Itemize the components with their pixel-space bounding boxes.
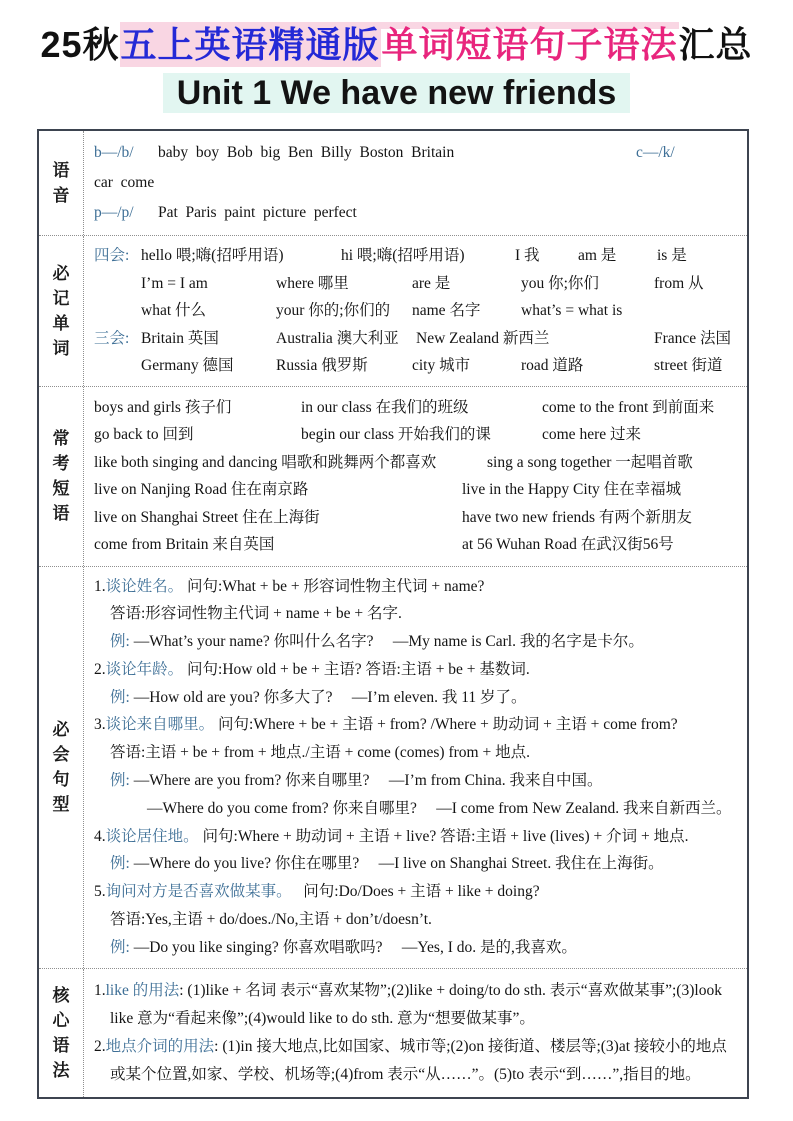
row-label-patterns bbox=[39, 567, 84, 968]
text-segment: 例: bbox=[110, 688, 130, 706]
row-label-grammar bbox=[39, 969, 84, 1097]
text-segment: 谈论来自哪里。 bbox=[105, 716, 215, 734]
row-content-phonetics bbox=[84, 131, 747, 235]
content-line bbox=[94, 934, 739, 962]
content-line bbox=[94, 449, 739, 477]
text-segment: 询问对方是否喜欢做某事。 bbox=[105, 883, 284, 901]
table-row-words bbox=[39, 236, 747, 387]
label-char: 常 bbox=[52, 429, 70, 448]
text-segment: 4. bbox=[94, 827, 106, 845]
content-line bbox=[94, 573, 739, 601]
title-part-suffix: 汇总 bbox=[678, 24, 753, 65]
label-char: 短 bbox=[52, 479, 70, 498]
text-segment: street 街道 bbox=[654, 357, 723, 374]
text-segment: sing a song together 一起唱首歌 bbox=[487, 453, 693, 471]
table-row-phonetics bbox=[39, 131, 747, 236]
table-row-patterns bbox=[39, 567, 747, 969]
text-segment: 2. bbox=[94, 1037, 106, 1055]
content-line bbox=[94, 977, 739, 1033]
label-char: 语 bbox=[52, 1035, 70, 1055]
text-segment: c—/k/ bbox=[636, 144, 675, 161]
text-segment: am 是 bbox=[578, 247, 617, 264]
text-segment: like both singing and dancing 唱歌和跳舞两个都喜欢 bbox=[94, 453, 437, 471]
text-segment: begin our class 开始我们的课 bbox=[301, 426, 491, 443]
content-line bbox=[94, 242, 739, 270]
label-char: 语 bbox=[52, 161, 70, 180]
text-segment: come to the front 到前面来 bbox=[542, 398, 715, 416]
content-line bbox=[94, 352, 739, 380]
text-segment: Pat Paris paint picture perfect bbox=[158, 204, 357, 221]
text-segment: b—/b/ bbox=[94, 144, 134, 161]
text-segment: New Zealand 新西兰 bbox=[416, 329, 550, 347]
text-segment: name 名字 bbox=[412, 302, 481, 319]
text-segment: like 的用法 bbox=[105, 981, 180, 999]
text-segment: is 是 bbox=[657, 247, 687, 264]
text-segment: road 道路 bbox=[521, 357, 584, 374]
text-segment: at 56 Wuhan Road 在武汉街56号 bbox=[462, 536, 674, 553]
row-label-phonetics bbox=[39, 131, 84, 235]
row-label-words bbox=[39, 236, 84, 386]
text-segment: boys and girls 孩子们 bbox=[94, 398, 232, 416]
content-line bbox=[94, 504, 739, 532]
text-segment: live in the Happy City 住在幸福城 bbox=[462, 481, 682, 498]
text-segment: hi 喂;嗨(招呼用语) bbox=[341, 247, 465, 264]
label-char: 必 bbox=[52, 720, 70, 740]
text-segment: I 我 bbox=[515, 247, 540, 264]
content-line bbox=[94, 767, 739, 795]
label-char: 记 bbox=[52, 288, 70, 308]
text-segment: 例: bbox=[110, 633, 130, 651]
row-content-phrases bbox=[84, 387, 747, 566]
text-segment: have two new friends 有两个新朋友 bbox=[462, 508, 692, 526]
text-segment: —Where are you from? 你来自哪里? —I’m from China. 我来自中国。 bbox=[129, 772, 603, 790]
text-segment: 例: bbox=[110, 772, 130, 790]
label-char: 词 bbox=[52, 338, 70, 358]
text-segment: 地点介词的用法 bbox=[105, 1037, 215, 1055]
text-segment: 5. bbox=[94, 883, 106, 901]
text-segment: 问句:Where + be + 主语 + from? /Where + 助动词 + 主语 + come from? bbox=[214, 716, 678, 734]
content-line bbox=[94, 198, 739, 228]
text-segment: 答语:Yes,主语 + do/does./No,主语 + don’t/doesn’t. bbox=[110, 911, 432, 929]
text-segment: Britain 英国 bbox=[141, 329, 219, 347]
row-label-phrases bbox=[39, 387, 84, 566]
text-segment: : (1)in 接大地点,比如国家、城市等;(2)on 接街道、楼层等;(3)at 接较小的地点或某个位置,如家、学校、机场等;(4)from 表示“从……”。(5)to 表示“到……”,指目的地。 bbox=[110, 1037, 727, 1083]
study-table bbox=[37, 129, 749, 1099]
text-segment: p—/p/ bbox=[94, 204, 134, 221]
text-segment: 问句:Where + 助动词 + 主语 + live? 答语:主语 + live (lives) + 介词 + 地点. bbox=[198, 827, 689, 845]
content-line bbox=[94, 421, 739, 449]
row-content-grammar bbox=[84, 969, 747, 1097]
text-segment: 1. bbox=[94, 981, 106, 999]
text-segment: 2. bbox=[94, 660, 106, 678]
text-segment: car come bbox=[94, 174, 155, 191]
content-line bbox=[94, 628, 739, 656]
text-segment: : (1)like + 名词 表示“喜欢某物”;(2)like + doing/to do sth. 表示“喜欢做某事”;(3)look like 意为“看起来像”;(4)would like to do sth. 意为“想要做某事”。 bbox=[110, 981, 726, 1027]
content-line bbox=[94, 1033, 739, 1089]
label-char: 型 bbox=[52, 795, 70, 815]
content-line bbox=[94, 297, 739, 325]
text-segment: live on Nanjing Road 住在南京路 bbox=[94, 481, 309, 498]
content-line bbox=[94, 684, 739, 712]
label-char: 法 bbox=[52, 1060, 70, 1080]
text-segment: what 什么 bbox=[141, 302, 207, 319]
text-segment: 3. bbox=[94, 716, 106, 734]
title-part-prefix: 25秋 bbox=[40, 24, 120, 65]
text-segment: —Do you like singing? 你喜欢唱歌吗? —Yes, I do. 是的,我喜欢。 bbox=[129, 938, 577, 956]
text-segment: go back to 回到 bbox=[94, 426, 194, 443]
content-line bbox=[94, 531, 739, 559]
text-segment: I’m = I am bbox=[141, 274, 208, 292]
content-line bbox=[94, 739, 739, 767]
text-segment: 三会: bbox=[94, 329, 130, 347]
text-segment: from 从 bbox=[654, 274, 704, 292]
text-segment: 1. bbox=[94, 577, 106, 595]
content-line bbox=[94, 850, 739, 878]
row-content-words bbox=[84, 236, 747, 386]
text-segment: Germany 德国 bbox=[141, 357, 234, 374]
text-segment: in our class 在我们的班级 bbox=[301, 398, 469, 416]
content-line bbox=[94, 270, 739, 298]
text-segment: 谈论居住地。 bbox=[105, 827, 199, 845]
text-segment: come here 过来 bbox=[542, 426, 641, 443]
content-line bbox=[94, 476, 739, 504]
title-part-topics: 单词短语句子语法 bbox=[381, 24, 678, 65]
label-char: 会 bbox=[52, 745, 70, 765]
unit-subtitle: Unit 1 We have new friends bbox=[163, 73, 631, 113]
label-char: 心 bbox=[52, 1010, 70, 1030]
text-segment: city 城市 bbox=[412, 357, 471, 374]
text-segment: France 法国 bbox=[654, 329, 732, 347]
title-part-edition: 五上英语精通版 bbox=[120, 24, 380, 65]
text-segment: 四会: bbox=[94, 247, 130, 264]
content-line bbox=[94, 906, 739, 934]
row-content-patterns bbox=[84, 567, 747, 968]
text-segment: live on Shanghai Street 住在上海街 bbox=[94, 508, 320, 526]
text-segment: 答语:主语 + be + from + 地点./主语 + come (comes) from + 地点. bbox=[110, 744, 530, 762]
text-segment: are 是 bbox=[412, 274, 451, 292]
text-segment: —How old are you? 你多大了? —I’m eleven. 我 11 岁了。 bbox=[129, 688, 527, 706]
text-segment: 答语:形容词性物主代词 + name + be + 名字. bbox=[110, 605, 402, 623]
label-char: 核 bbox=[52, 985, 70, 1005]
text-segment: 问句:Do/Does + 主语 + like + doing? bbox=[283, 883, 540, 901]
text-segment: —Where do you come from? 你来自哪里? —I come from New Zealand. 我来自新西兰。 bbox=[147, 799, 732, 817]
text-segment: you 你;你们 bbox=[521, 274, 599, 292]
text-segment: 谈论姓名。 bbox=[105, 577, 184, 595]
content-line bbox=[94, 394, 739, 422]
text-segment: what’s = what is bbox=[521, 302, 623, 319]
text-segment: 问句:How old + be + 主语? 答语:主语 + be + 基数词. bbox=[183, 660, 530, 678]
content-line bbox=[94, 600, 739, 628]
content-line bbox=[94, 656, 739, 684]
page-header bbox=[0, 0, 793, 113]
text-segment: Australia 澳大利亚 bbox=[276, 329, 399, 347]
content-line bbox=[94, 878, 739, 906]
text-segment: baby boy Bob big Ben Billy Boston Britain bbox=[158, 144, 455, 161]
text-segment: where 哪里 bbox=[276, 274, 349, 292]
label-char: 句 bbox=[52, 770, 70, 790]
page-title bbox=[0, 24, 793, 66]
text-segment: 问句:What + be + 形容词性物主代词 + name? bbox=[183, 577, 485, 595]
label-char: 语 bbox=[52, 504, 70, 523]
text-segment: come from Britain 来自英国 bbox=[94, 536, 275, 553]
text-segment: 例: bbox=[110, 938, 130, 956]
text-segment: —What’s your name? 你叫什么名字? —My name is Carl. 我的名字是卡尔。 bbox=[129, 633, 644, 651]
text-segment: 例: bbox=[110, 855, 130, 873]
content-line bbox=[94, 795, 739, 823]
content-line bbox=[94, 823, 739, 851]
text-segment: 谈论年龄。 bbox=[105, 660, 184, 678]
text-segment: —Where do you live? 你住在哪里? —I live on Shanghai Street. 我住在上海街。 bbox=[129, 855, 664, 873]
label-char: 音 bbox=[52, 186, 70, 205]
content-line bbox=[94, 711, 739, 739]
text-segment: Russia 俄罗斯 bbox=[276, 357, 368, 374]
label-char: 单 bbox=[52, 313, 70, 333]
content-line bbox=[94, 138, 739, 198]
label-char: 必 bbox=[52, 263, 70, 283]
text-segment: your 你的;你们的 bbox=[276, 302, 391, 319]
text-segment: hello 喂;嗨(招呼用语) bbox=[141, 247, 284, 264]
table-row-grammar bbox=[39, 969, 747, 1097]
table-row-phrases bbox=[39, 387, 747, 567]
label-char: 考 bbox=[52, 454, 70, 473]
content-line bbox=[94, 325, 739, 353]
